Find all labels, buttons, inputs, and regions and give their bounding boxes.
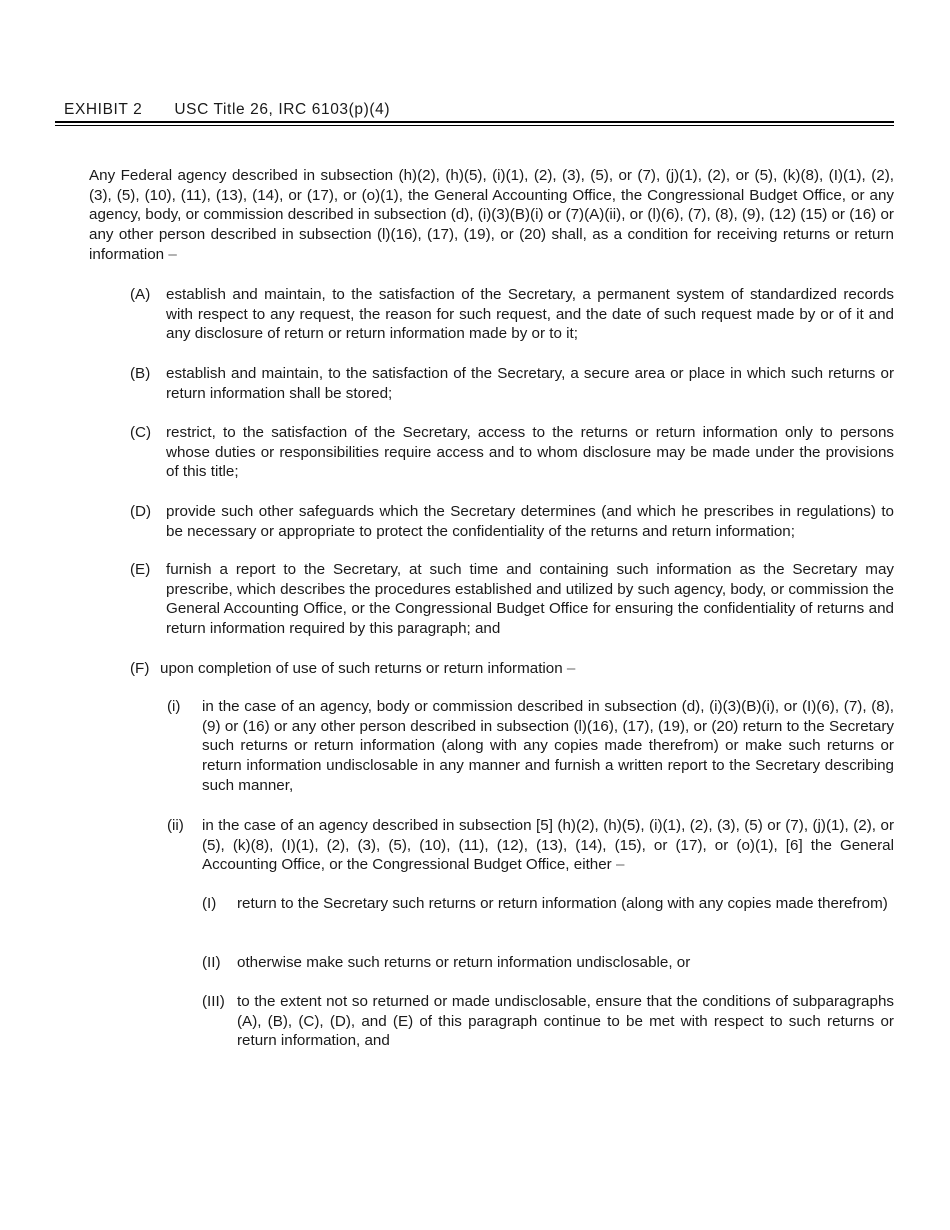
subitem-ii-text: in the case of an agency described in subsection [5] (h)(2), (h)(5), (i)(1), (2), (3), (5) or (7), (j)(1), (2), or (5), (k)(8), (I)(1), (2), (3), (5), (10), (11), (12), (13), (14), (15), or (17), or (o)(1), [6] the General Accounting Office, or the Congressional Budget Office, either (202, 817, 894, 874)
item-f-text: upon completion of use of such returns or return information (160, 660, 563, 677)
item-f-paragraph (160, 659, 894, 679)
subitem-ii-marker: (ii) (167, 817, 184, 834)
item-d-text: provide such other safeguards which the Secretary determines (and which he prescribes in regulations) to be necessary or appropriate to protect the confidentiality of the returns and return information; (166, 503, 894, 540)
subitem-i-text: in the case of an agency, body or commission described in subsection (d), (i)(3)(B)(i), or (I)(6), (7), (8), (9) or (16) or any other person described in subsection (l)(16), (17), (19), or (20) return to the Secretary such returns or return information (along with any copies made therefrom) or make such returns or return information undisclosable in any manner and furnish a written report to the Secretary describing such manner, (202, 698, 894, 794)
item-e-marker: (E) (130, 561, 151, 578)
clause-i-marker: (I) (202, 895, 217, 912)
intro-dash: – (168, 245, 177, 263)
clause-ii-text: otherwise make such returns or return information undisclosable, or (237, 954, 691, 971)
clause-iii-text: to the extent not so returned or made undisclosable, ensure that the conditions of subparagraphs (A), (B), (C), (D), and (E) of this paragraph continue to be met with respect to such returns or return information, and (237, 993, 894, 1050)
subitem-ii-dash: – (615, 856, 625, 874)
clause-i-text: return to the Secretary such returns or return information (along with any copies made therefrom) (237, 895, 888, 912)
clause-iii-marker: (III) (202, 993, 225, 1010)
header-rule-thin (55, 125, 894, 126)
exhibit-label: EXHIBIT 2 (64, 101, 143, 118)
subitem-i-marker: (i) (167, 698, 181, 715)
intro-paragraph (89, 166, 894, 265)
item-f-dash: – (566, 660, 576, 677)
item-b-text: establish and maintain, to the satisfaction of the Secretary, a secure area or place in which such returns or return information shall be stored; (166, 365, 894, 402)
item-e-text: furnish a report to the Secretary, at such time and containing such information as the Secretary may prescribe, which describes the procedures established and utilized by such agency, body, or commission the General Accounting Office, or the Congressional Budget Office for ensuring the confidentiality of returns and return information required by this paragraph; and (166, 561, 894, 638)
header-rule-thick (55, 121, 894, 123)
subitem-ii-paragraph (202, 816, 894, 875)
item-c-text: restrict, to the satisfaction of the Secretary, access to the returns or return information only to persons whose duties or responsibilities require access and to whom disclosure may be made under the provisions of this title; (166, 424, 894, 481)
clause-ii-marker: (II) (202, 954, 221, 971)
document-title: USC Title 26, IRC 6103(p)(4) (174, 101, 391, 118)
item-b-marker: (B) (130, 365, 151, 382)
item-c-marker: (C) (130, 424, 152, 441)
item-f-marker: (F) (130, 660, 150, 677)
item-d-marker: (D) (130, 503, 152, 520)
item-a-text: establish and maintain, to the satisfaction of the Secretary, a permanent system of standardized records with respect to any request, the reason for such request, and the date of such request made by or of it and any disclosure of return or return information made by or to it; (166, 286, 894, 343)
intro-text: Any Federal agency described in subsection (h)(2), (h)(5), (i)(1), (2), (3), (5), or (7), (j)(1), (2), or (5), (k)(8), (I)(1), (2), (3), (5), (10), (11), (13), (14), or (17), or (o)(1), the General Accounting Office, the Congressional Budget Office, or any agency, body, or commission described in subsection (d), (i)(3)(B)(i) or (7)(A)(ii), or (l)(6), (7), (8), (9), (12) (15) or (16) or any other person described in subsection (l)(16), (17), (19), or (20) shall, as a condition for receiving returns or return information (89, 167, 894, 263)
page-header (64, 100, 390, 120)
item-a-marker: (A) (130, 286, 151, 303)
